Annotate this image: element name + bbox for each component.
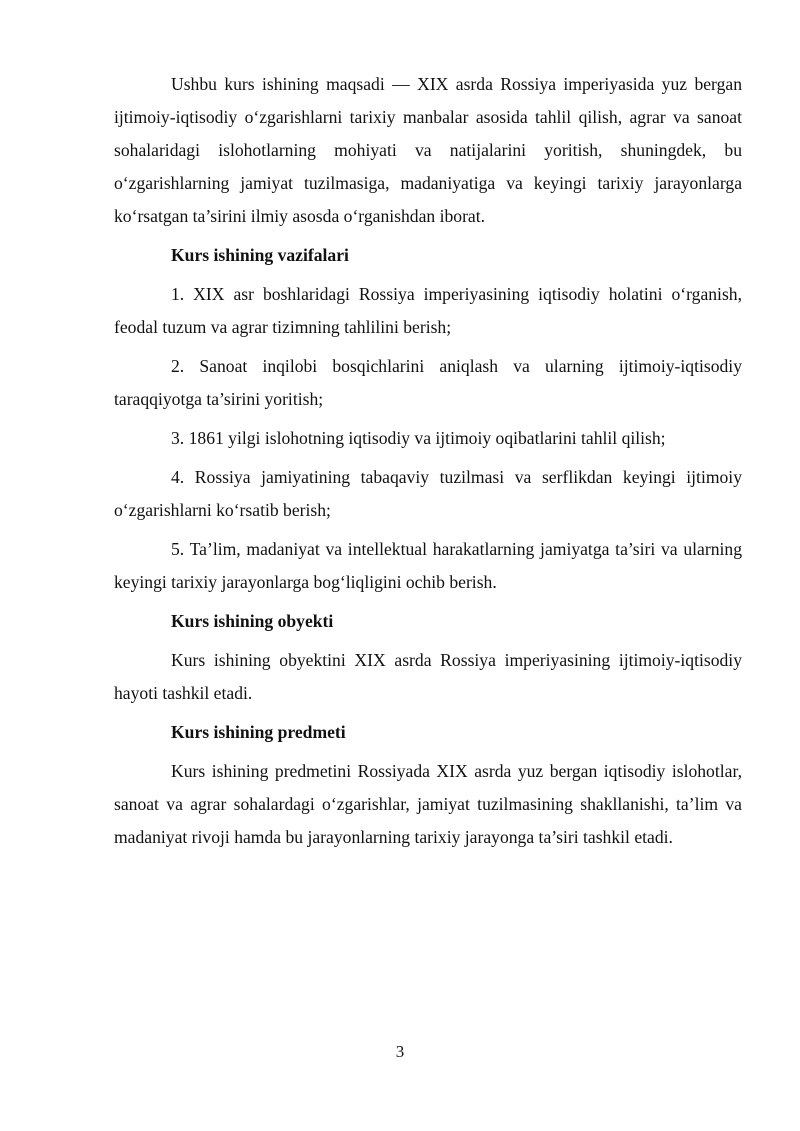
task-item-3: 3. 1861 yilgi islohotning iqtisodiy va ijtimoiy oqibatlarini tahlil qilish;	[171, 428, 666, 448]
page-number: 3	[395, 1042, 405, 1061]
object-heading: Kurs ishining obyekti	[171, 611, 334, 631]
object-paragraph: Kurs ishining obyektini XIX asrda Rossiya imperiyasining ijtimoiy-iqtisodiy hayoti tashkil etadi.	[114, 650, 742, 703]
tasks-heading: Kurs ishining vazifalari	[171, 245, 349, 265]
task-item-4: 4. Rossiya jamiyatining tabaqaviy tuzilmasi va serflikdan keyingi ijtimoiy o‘zgarishlarni ko‘rsatib berish;	[114, 467, 742, 520]
task-item-2: 2. Sanoat inqilobi bosqichlarini aniqlash va ularning ijtimoiy-iqtisodiy taraqqiyotga ta’sirini yoritish;	[114, 356, 742, 409]
intro-paragraph: Ushbu kurs ishining maqsadi — XIX asrda Rossiya imperiyasida yuz bergan ijtimoiy-iqtisodiy o‘zgarishlarni tarixiy manbalar asosida tahlil qilish, agrar va sanoat sohalaridagi islohotlarning mohiyati va natijalarini yoritish, shuningdek, bu o‘zgarishlarning jamiyat tuzilmasiga, madaniyatiga va keyingi tarixiy jarayonlarga ko‘rsatgan ta’sirini ilmiy asosda o‘rganishdan iborat.	[114, 74, 742, 226]
page-content	[114, 68, 742, 860]
subject-heading: Kurs ishining predmeti	[171, 722, 346, 742]
task-item-5: 5. Ta’lim, madaniyat va intellektual harakatlarning jamiyatga ta’siri va ularning keyingi tarixiy jarayonlarga bog‘liqligini ochib berish.	[114, 539, 742, 592]
task-item-1: 1. XIX asr boshlaridagi Rossiya imperiyasining iqtisodiy holatini o‘rganish, feodal tuzum va agrar tizimning tahlilini berish;	[114, 284, 742, 337]
subject-paragraph: Kurs ishining predmetini Rossiyada XIX asrda yuz bergan iqtisodiy islohotlar, sanoat va agrar sohalardagi o‘zgarishlar, jamiyat tuzilmasining shakllanishi, ta’lim va madaniyat rivoji hamda bu jarayonlarning tarixiy jarayonga ta’siri tashkil etadi.	[114, 761, 742, 847]
